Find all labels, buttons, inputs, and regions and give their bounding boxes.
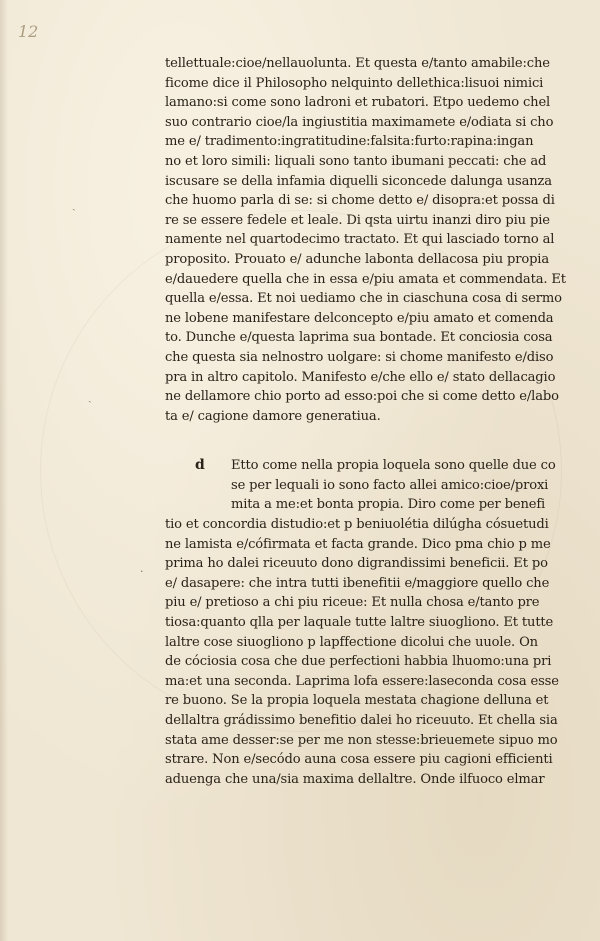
- text-line: pra in altro capitolo. Manifesto e/che ello e/ stato dellacagio: [165, 369, 556, 385]
- text-line: ne lobene manifestare delconcepto e/piu amato et comenda: [165, 310, 554, 326]
- text-line: tellettuale:cioe/nellauolunta. Et questa e/tanto amabile:che: [165, 56, 550, 71]
- margin-mark: ·: [140, 565, 144, 578]
- text-line: ne dellamore chio porto ad esso:poi che si come detto e/labo: [165, 389, 559, 405]
- text-line: proposito. Prouato e/ adunche labonta dellacosa piu propia: [165, 251, 549, 267]
- text-line: strare. Non e/secódo auna cosa essere piu cagioni efficienti: [165, 752, 553, 768]
- text-line: iscusare se della infamia diquelli siconcede dalunga usanza: [165, 173, 552, 189]
- text-line: dellaltra grádissimo benefitio dalei ho riceuuto. Et chella sia: [165, 713, 558, 728]
- paragraph-1: [165, 54, 566, 426]
- text-line: e/dauedere quella che in essa e/piu amata et commendata. Et: [165, 271, 566, 287]
- text-line: laltre cose siuogliono p lapffectione dicolui che uuole. On: [165, 634, 538, 650]
- text-line: lamano:si come sono ladroni et rubatori. Etpo uedemo chel: [165, 95, 551, 111]
- text-line: tio et concordia distudio:et p beniuolétia dilúgha cósuetudi: [165, 517, 549, 533]
- text-line: Etto come nella propia loquela sono quelle due co: [231, 458, 556, 474]
- text-line: se per lequali io sono facto allei amico:cioe/proxi: [231, 477, 549, 493]
- text-line: mita a me:et bonta propia. Diro come per benefi: [231, 497, 546, 513]
- text-line: ma:et una seconda. Laprima lofa essere:laseconda cosa esse: [165, 673, 559, 689]
- text-line: namente nel quartodecimo tractato. Et qui lasciado torno al: [165, 232, 555, 248]
- text-line: quella e/essa. Et noi uediamo che in ciaschuna cosa di sermo: [165, 291, 562, 307]
- text-line: ta e/ cagione damore generatiua.: [165, 408, 381, 424]
- text-line: e/ dasapere: che intra tutti ibenefitii e/maggiore quello che: [165, 575, 550, 591]
- text-line: tiosa:quanto qlla per laquale tutte laltre siuogliono. Et tutte: [165, 615, 554, 631]
- paragraph-2-opening: [165, 456, 557, 515]
- text-line: stata ame desser:se per me non stesse:brieuemete sipuo mo: [165, 732, 558, 748]
- text-line: ne lamista e/cófirmata et facta grande. Dico pma chio p me: [165, 536, 551, 552]
- text-line: to. Dunche e/questa laprima sua bontade. Et conciosia cosa: [165, 330, 553, 346]
- text-line: piu e/ pretioso a chi piu riceue: Et nulla chosa e/tanto pre: [165, 595, 540, 611]
- text-line: me e/ tradimento:ingratitudine:falsita:furto:rapina:ingan: [165, 134, 534, 150]
- margin-mark: ˎ: [72, 198, 76, 211]
- text-line: prima ho dalei riceuuto dono digrandissimi beneficii. Et po: [165, 556, 548, 572]
- text-column: [165, 54, 566, 789]
- text-line: re se essere fedele et leale. Di qsta uirtu inanzi diro piu pie: [165, 212, 550, 228]
- text-line: ficome dice il Philosopho nelquinto dellethica:lisuoi nimici: [165, 75, 544, 91]
- page-edge-shadow: [0, 0, 8, 941]
- text-line: re buono. Se la propia loquela mestata chagione delluna et: [165, 693, 549, 709]
- drop-capital-guide-letter: d: [195, 457, 205, 474]
- text-line: no et loro simili: liquali sono tanto ibumani peccati: che ad: [165, 153, 547, 169]
- text-line: suo contrario cioe/la ingiustitia maximamete e/odiata si cho: [165, 114, 554, 130]
- text-line: che questa sia nelnostro uolgare: si chome manifesto e/diso: [165, 349, 554, 365]
- paragraph-2: [165, 515, 557, 789]
- text-line: aduenga che una/sia maxima dellaltre. Onde ilfuoco elmar: [165, 771, 545, 787]
- margin-mark: ˎ: [88, 390, 92, 403]
- text-line: che huomo parla di se: si chome detto e/ disopra:et possa di: [165, 193, 555, 209]
- text-line: de cóciosia cosa che due perfectioni habbia lhuomo:una pri: [165, 654, 552, 670]
- folio-number: 12: [18, 22, 39, 41]
